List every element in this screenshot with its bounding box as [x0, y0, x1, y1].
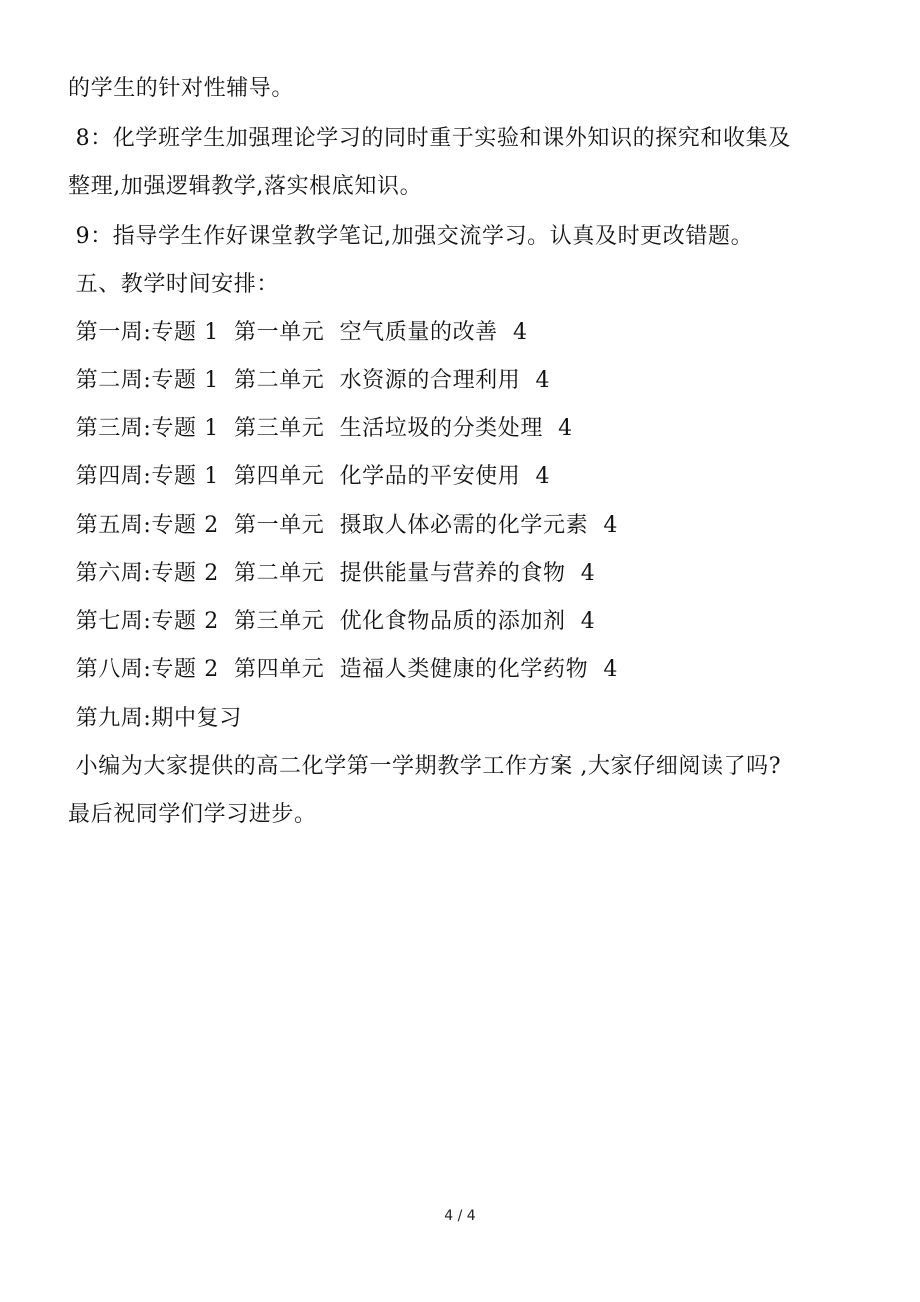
text-line: 小编为大家提供的高二化学第一学期教学工作方案 ,大家仔细阅读了吗?: [68, 754, 782, 779]
text-line: 9：指导学生作好课堂教学笔记,加强交流学习。认真及时更改错题。: [68, 224, 754, 249]
page-number: 4 / 4: [444, 1208, 476, 1224]
schedule-row: 第五周:专题 2 第一单元 摄取人体必需的化学元素 4: [68, 513, 618, 538]
schedule-row: 第四周:专题 1 第四单元 化学品的平安使用 4: [68, 464, 551, 489]
text-line: 整理,加强逻辑教学,落实根底知识。: [68, 174, 423, 199]
schedule-row: 第六周:专题 2 第二单元 提供能量与营养的食物 4: [68, 561, 596, 586]
text-line: 的学生的针对性辅导。: [68, 76, 295, 101]
section-heading: 五、教学时间安排：: [68, 272, 279, 297]
schedule-row: 第七周:专题 2 第三单元 优化食物品质的添加剂 4: [68, 609, 596, 634]
text-line: 8：化学班学生加强理论学习的同时重于实验和课外知识的探究和收集及: [68, 126, 791, 151]
text-line: 最后祝同学们学习进步。: [68, 802, 317, 827]
schedule-row: 第三周:专题 1 第三单元 生活垃圾的分类处理 4: [68, 416, 573, 441]
schedule-row: 第二周:专题 1 第二单元 水资源的合理利用 4: [68, 368, 551, 393]
schedule-row: 第一周:专题 1 第一单元 空气质量的改善 4: [68, 320, 528, 345]
schedule-row: 第八周:专题 2 第四单元 造福人类健康的化学药物 4: [68, 657, 618, 682]
schedule-row: 第九周:期中复习: [68, 706, 242, 731]
